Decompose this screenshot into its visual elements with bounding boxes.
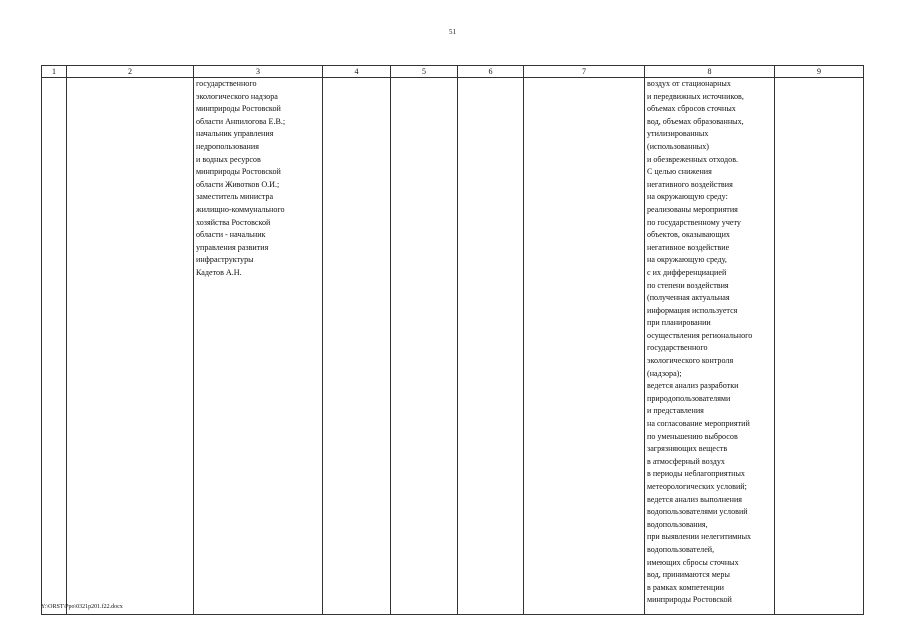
text-line: объектов, оказывающих [647,230,730,240]
column-header-8: 8 [645,66,775,78]
cell-col-8 [645,78,775,615]
text-line: и передвижных источников, [647,91,744,101]
column-header-3: 3 [194,66,323,78]
text-line: государственного [196,79,257,88]
text-line: жилищно-коммунального [196,204,285,214]
text-line: минприроды Ростовской [196,167,281,177]
cell-col-4 [323,78,391,615]
table-row [42,78,864,615]
text-line: заместитель министра [196,192,274,202]
text-line: ведется анализ выполнения [647,494,743,504]
text-line: инфраструктуры [196,255,254,265]
text-line: при планировании [647,318,711,328]
text-line: негативное воздействие [647,242,730,252]
text-line: природопользователями [647,393,731,403]
text-line: загрязняющих веществ [647,444,728,454]
cell-col-7 [524,78,645,615]
header-row [42,66,864,78]
text-line: минприроды Ростовской [647,595,732,605]
cell-col-2 [67,78,194,615]
text-line: по государственному учету [647,217,741,227]
text-line: в периоды неблагоприятных [647,469,745,479]
column-header-2: 2 [67,66,194,78]
text-line: вод, объемах образованных, [647,116,744,126]
text-line: С целью снижения [647,167,712,177]
text-line: области Животков О.И.; [196,179,280,189]
text-line: на окружающую среду: [647,192,728,202]
page-number: 51 [449,28,456,36]
text-line: (полученная актуальная [647,293,730,303]
text-line: области Анпилогова Е.В.; [196,116,286,126]
text-line: метеорологических условий; [647,482,747,491]
file-path-footer: Y:\ORST\Ppo\0321p201.f22.docx [41,604,123,610]
document-table [41,65,864,615]
text-line: водопользователями условий [647,507,748,517]
text-line: государственного [647,343,708,353]
text-line: хозяйства Ростовской [196,217,271,227]
text-line: водопользования, [647,519,708,529]
text-line: (использованных) [647,141,709,151]
text-line: информация используется [647,305,738,315]
text-line: начальник управления [196,129,274,139]
text-line: вод, принимаются меры [647,570,730,580]
text-line: экологического контроля [647,356,734,366]
responsible-persons-text [194,78,322,280]
activity-description-text [645,78,774,607]
column-header-6: 6 [458,66,524,78]
text-line: Кадетов А.Н. [196,267,242,277]
cell-col-9 [775,78,864,615]
text-line: управления развития [196,242,269,252]
cell-col-6 [458,78,524,615]
cell-col-3 [194,78,323,615]
text-line: недропользования [196,141,259,151]
text-line: осуществления регионального [647,330,753,340]
text-line: по степени воздействия [647,280,729,290]
text-line: объемах сбросов сточных [647,104,736,114]
text-line: минприроды Ростовской [196,104,281,114]
cell-col-1 [42,78,67,615]
text-line: и обезвреженных отходов. [647,154,739,164]
text-line: при выявлении нелегитимных [647,532,752,542]
text-line: и представления [647,406,704,416]
text-line: по уменьшению выбросов [647,431,738,441]
cell-col-5 [391,78,458,615]
text-line: утилизированных [647,129,709,139]
column-header-4: 4 [323,66,391,78]
text-line: воздух от стационарных [647,79,731,88]
column-header-5: 5 [391,66,458,78]
text-line: экологического надзора [196,91,278,101]
text-line: (надзора); [647,368,682,378]
text-line: реализованы мероприятия [647,204,738,214]
column-header-7: 7 [524,66,645,78]
text-line: водопользователей, [647,544,715,554]
text-line: имеющих сбросы сточных [647,557,739,567]
text-line: на согласование мероприятий [647,419,750,429]
text-line: в рамках компетенции [647,582,724,592]
text-line: с их дифференциацией [647,267,727,277]
column-header-1: 1 [42,66,67,78]
column-header-9: 9 [775,66,864,78]
text-line: и водных ресурсов [196,154,261,164]
text-line: негативного воздействия [647,179,733,189]
text-line: на окружающую среду, [647,255,727,265]
text-line: области - начальник [196,230,266,240]
text-line: ведется анализ разработки [647,381,739,391]
text-line: в атмосферный воздух [647,456,725,466]
